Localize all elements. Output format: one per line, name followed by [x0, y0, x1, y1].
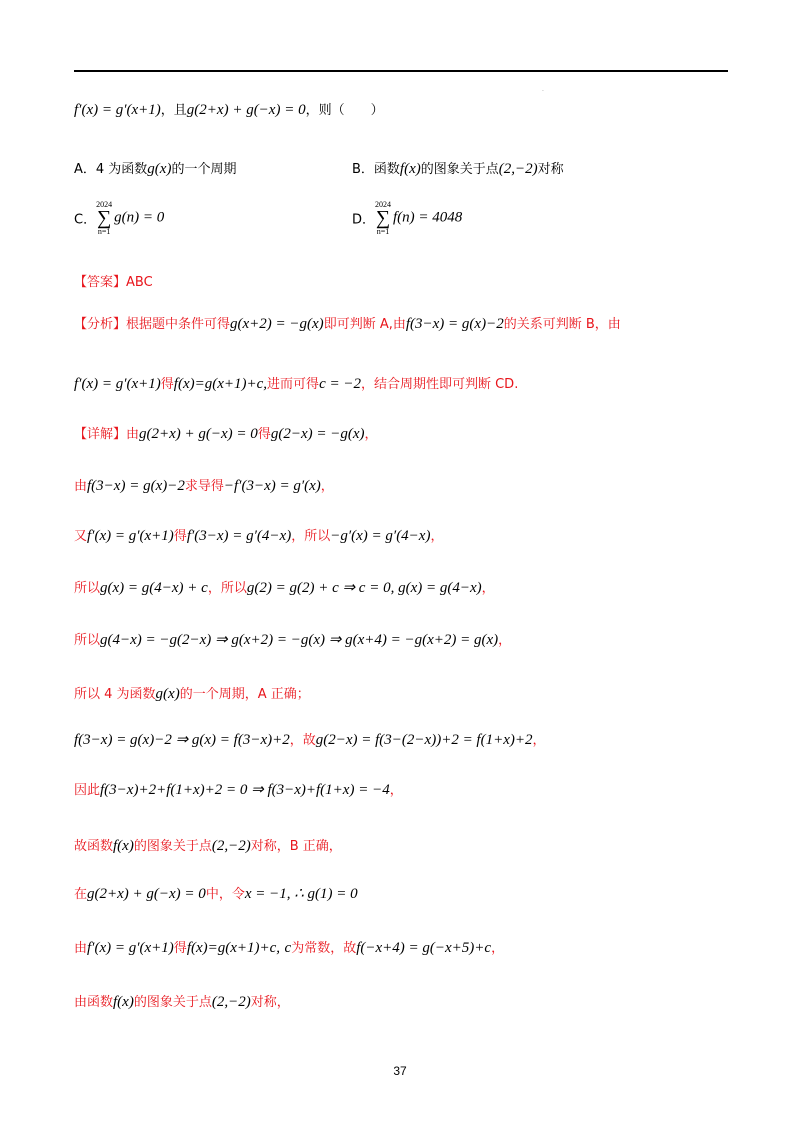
answer [74, 272, 153, 293]
detail-line-1: 【详解】由g(2+x) + g(−x) = 0得g(2−x) = −g(x)， [74, 426, 378, 442]
question-stem [74, 100, 384, 121]
option-b-suffix: 对称 [537, 162, 564, 177]
option-a-suffix: 的一个周期 [171, 162, 237, 177]
question-cond1: f′(x) = g′(x+1) [74, 102, 161, 118]
page-number: 37 [393, 1064, 407, 1078]
question-cond2: g(2+x) + g(−x) = 0 [186, 102, 306, 118]
header-rule [74, 70, 728, 72]
detail-line-6: 所以 4 为函数g(x)的一个周期，A 正确； [74, 686, 310, 702]
option-c [74, 200, 164, 236]
detail-line-7: f(3−x) = g(x)−2 ⇒ g(x) = f(3−x)+2，故g(2−x) = f(3−(2−x))+2 = f(1+x)+2， [74, 732, 546, 748]
header-dot: . [542, 86, 544, 93]
detail-line-10: 在g(2+x) + g(−x) = 0中，令x = −1, ∴ g(1) = 0 [74, 886, 358, 902]
detail-line-3: 又f′(x) = g′(x+1)得f′(3−x) = g′(4−x)，所以−g′(x) = g′(4−x)， [74, 528, 444, 544]
option-b-math2: (2,−2) [498, 161, 538, 177]
analysis-line-1: 【分析】根据题中条件可得g(x+2) = −g(x)即可判断 A,由f(3−x) = g(x)−2的关系可判断 B，由 [74, 316, 621, 332]
option-b-label: B．函数 [352, 162, 400, 177]
detail-line-8: 因此f(3−x)+2+f(1+x)+2 = 0 ⇒ f(3−x)+f(1+x) = −4， [74, 782, 403, 798]
detail-line-12: 由函数f(x)的图象关于点(2,−2)对称， [74, 994, 290, 1010]
option-b [352, 158, 564, 178]
detail-line-9: 故函数f(x)的图象关于点(2,−2)对称，B 正确， [74, 838, 342, 854]
option-d-label: D． [352, 212, 376, 228]
question-text1: ，且 [160, 103, 187, 118]
question-text2: ，则（ ） [305, 103, 384, 118]
option-c-math: g(n) = 0 [114, 209, 165, 226]
detail-line-11: 由f′(x) = g′(x+1)得f(x)=g(x+1)+c, c为常数，故f(−x+4) = g(−x+5)+c， [74, 940, 505, 956]
option-a-label: A．4 为函数 [74, 162, 148, 177]
detail-line-2: 由f(3−x) = g(x)−2求导得−f′(3−x) = g′(x)， [74, 478, 334, 494]
detail-line-5: 所以g(4−x) = −g(2−x) ⇒ g(x+2) = −g(x) ⇒ g(x+4) = −g(x+2) = g(x)， [74, 632, 512, 648]
detail-line-4: 所以g(x) = g(4−x) + c，所以g(2) = g(2) + c ⇒ c = 0, g(x) = g(4−x)， [74, 580, 495, 596]
option-b-mid: 的图象关于点 [420, 162, 499, 177]
option-c-label: C． [74, 212, 97, 228]
option-a [74, 158, 236, 178]
option-d [352, 200, 462, 236]
option-d-math: f(n) = 4048 [393, 209, 463, 226]
option-d-sum-icon: 2024 ∑ n=1 [375, 200, 392, 236]
analysis-line-2: f′(x) = g′(x+1)得f(x)=g(x+1)+c,进而可得c = −2，结合周期性即可判断 CD. [74, 376, 519, 392]
option-c-sum-icon: 2024 ∑ n=1 [96, 200, 113, 236]
answer-label: 【答案】ABC [74, 275, 153, 290]
option-b-math1: f(x) [399, 161, 421, 177]
option-a-math: g(x) [147, 161, 172, 177]
